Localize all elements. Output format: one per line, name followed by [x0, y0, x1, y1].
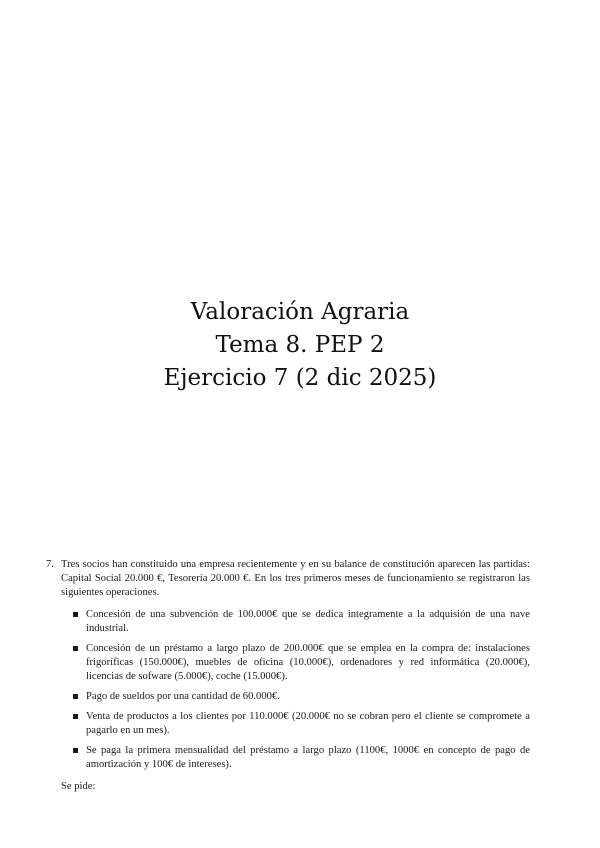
- bullet-square-icon: [73, 612, 78, 617]
- exercise-statement: [46, 558, 530, 794]
- bullet-square-icon: [73, 714, 78, 719]
- title-exercise: Ejercicio 7 (2 dic 2025): [163, 365, 437, 391]
- document-title: [0, 296, 600, 395]
- operation-text: Concesión de un préstamo a largo plazo de 200.000€ que se emplea en la compra de: instalaciones frigoríficas (150.000€), muebles de oficina (10.000€), ordenadores y red informática (20.000€), licencias de sofware (5.000€), coche (15.000€).: [86, 643, 530, 682]
- question-prompt: Se pide:: [61, 781, 96, 792]
- exercise-intro: Tres socios han constituido una empresa recientemente y en su balance de constitución aparecen las partidas: Capital Social 20.000 €, Tesorería 20.000 €. En los tres primeros meses de funcionamiento se registraron las siguientes operaciones.: [61, 559, 530, 598]
- operations-list: [46, 608, 530, 772]
- title-course: Valoración Agraria: [190, 299, 410, 325]
- list-item: [73, 608, 530, 636]
- list-item: [73, 642, 530, 684]
- list-item: [73, 710, 530, 738]
- exercise-number: 7.: [46, 559, 54, 570]
- list-item: [73, 690, 530, 704]
- list-item: [73, 744, 530, 772]
- operation-text: Pago de sueldos por una cantidad de 60.000€.: [86, 691, 280, 702]
- bullet-square-icon: [73, 646, 78, 651]
- bullet-square-icon: [73, 694, 78, 699]
- bullet-square-icon: [73, 748, 78, 753]
- operation-text: Concesión de una subvención de 100.000€ que se dedica integramente a la adquisión de una nave industrial.: [86, 609, 530, 634]
- exercise-header: [46, 558, 530, 600]
- operation-text: Se paga la primera mensualidad del préstamo a largo plazo (1100€, 1000€ en concepto de pago de amortización y 100€ de intereses).: [86, 745, 530, 770]
- title-topic: Tema 8. PEP 2: [215, 332, 385, 358]
- operation-text: Venta de productos a los clientes por 110.000€ (20.000€ no se cobran pero el cliente se compromete a pagarlo en un mes).: [86, 711, 530, 736]
